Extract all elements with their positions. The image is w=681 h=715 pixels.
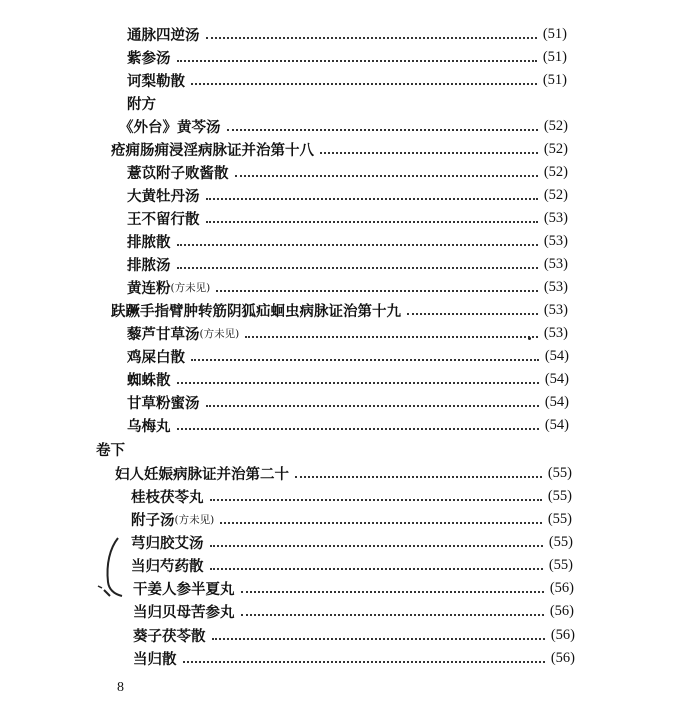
toc-entry-title: 黄连粉 (127, 279, 171, 297)
toc-entry-title: 趺蹶手指臂肿转筋阴狐疝蛔虫病脉证治第十九 (111, 302, 401, 320)
toc-entry-title: 通脉四逆汤 (127, 26, 200, 44)
toc-entry-title: 当归贝母苦参丸 (133, 603, 235, 621)
toc-entry-page: (56) (550, 626, 575, 643)
toc-entry-title: 诃梨勒散 (127, 72, 185, 90)
toc-entry (127, 207, 568, 229)
toc-entry-note: (方未见) (170, 281, 211, 294)
toc-entry (131, 508, 572, 530)
leader-dots (177, 382, 539, 384)
toc-entry (127, 414, 569, 436)
leader-dots (191, 359, 539, 361)
toc-entry-note: (方未见) (199, 327, 240, 340)
toc-entry (131, 531, 573, 553)
toc-entry (127, 23, 567, 45)
toc-entry (133, 624, 575, 646)
toc-entry (131, 554, 573, 576)
toc-subheading (127, 92, 247, 114)
leader-dots (177, 60, 537, 62)
toc-entry (127, 345, 569, 367)
toc-entry-page: (55) (547, 487, 572, 504)
leader-dots (245, 336, 538, 338)
leader-dots (206, 405, 539, 407)
toc-entry-title: 芎归胶艾汤 (131, 534, 204, 552)
toc-entry-page: (55) (548, 533, 573, 550)
leader-dots (206, 37, 537, 39)
leader-dots (210, 568, 543, 570)
toc-entry (133, 577, 574, 599)
toc-entry (127, 368, 569, 390)
toc-entry-page: (53) (543, 301, 568, 318)
leader-dots (320, 152, 538, 154)
toc-entry-title: 葵子茯苓散 (133, 627, 206, 645)
toc-entry-page: (55) (548, 556, 573, 573)
leader-dots (220, 522, 542, 524)
toc-entry-page: (55) (547, 510, 572, 527)
leader-dots (295, 476, 542, 478)
leader-dots (206, 198, 538, 200)
toc-entry-page: (52) (543, 186, 568, 203)
toc-entry (127, 69, 567, 91)
toc-entry (127, 391, 569, 413)
toc-chapter (115, 462, 572, 484)
toc-entry-title: 蜘蛛散 (127, 371, 171, 389)
toc-entry (127, 276, 568, 298)
leader-dots (177, 244, 538, 246)
toc-entry-title: 排脓汤 (127, 256, 171, 274)
toc-entry (119, 115, 568, 137)
toc-entry-title: 紫参汤 (127, 49, 171, 67)
toc-entry-title: 妇人妊娠病脉证并治第二十 (115, 465, 289, 483)
leader-dots (212, 638, 545, 640)
toc-entry (127, 253, 568, 275)
toc-entry-page: (56) (550, 649, 575, 666)
toc-entry-page: (56) (549, 602, 574, 619)
leader-dots (241, 591, 544, 593)
toc-entry-title: 排脓散 (127, 233, 171, 251)
leader-dots (407, 313, 538, 315)
toc-entry-page: (54) (544, 347, 569, 364)
toc-entry-title: 乌梅丸 (127, 417, 171, 435)
toc-entry-page: (53) (543, 232, 568, 249)
toc-entry-page: (53) (543, 209, 568, 226)
leader-dots (177, 428, 539, 430)
toc-entry-title: 疮痈肠痈浸淫病脉证并治第十八 (111, 141, 314, 159)
toc-entry-page: (53) (543, 278, 568, 295)
handwritten-bracket-mark (96, 534, 132, 604)
toc-entry-title: 附子汤 (131, 511, 175, 529)
toc-entry-title: 鸡屎白散 (127, 348, 185, 366)
toc-entry-page: (51) (542, 25, 567, 42)
volume-heading: 卷下 (96, 442, 125, 459)
toc-entry-title: 当归散 (133, 650, 177, 668)
toc-entry-note: (方未见) (174, 513, 215, 526)
toc-entry-page: (55) (547, 464, 572, 481)
leader-dots (241, 614, 544, 616)
toc-entry-title: 干姜人参半夏丸 (133, 580, 235, 598)
toc-entry-title: 附方 (127, 95, 156, 113)
toc-entry-page: (56) (549, 579, 574, 596)
toc-entry (127, 184, 568, 206)
leader-dots (210, 545, 543, 547)
toc-entry-page: (52) (543, 163, 568, 180)
toc-entry (127, 161, 568, 183)
toc-entry (127, 322, 568, 344)
toc-chapter (111, 299, 568, 321)
toc-entry-title: 桂枝茯苓丸 (131, 488, 204, 506)
leader-dots (216, 290, 538, 292)
toc-entry (133, 647, 575, 669)
toc-entry-page: (52) (543, 140, 568, 157)
leader-dots (191, 83, 537, 85)
toc-entry (127, 230, 568, 252)
page-number: 8 (117, 680, 124, 695)
leader-dots (206, 221, 538, 223)
toc-entry-page: (54) (544, 416, 569, 433)
toc-entry-title: 当归芍药散 (131, 557, 204, 575)
toc-entry-page: (53) (543, 324, 568, 341)
toc-entry-page: (53) (543, 255, 568, 272)
toc-chapter (111, 138, 568, 160)
toc-entry (131, 485, 572, 507)
toc-entry-title: 大黄牡丹汤 (127, 187, 200, 205)
toc-entry-page: (51) (542, 71, 567, 88)
toc-entry (127, 46, 567, 68)
toc-entry-page: (52) (543, 117, 568, 134)
leader-dots (177, 267, 538, 269)
toc-entry-title: 王不留行散 (127, 210, 200, 228)
toc-entry-title: 藜芦甘草汤 (127, 325, 200, 343)
leader-dots (210, 499, 542, 501)
toc-entry-page: (51) (542, 48, 567, 65)
leader-dots (227, 129, 538, 131)
toc-entry-title: 《外台》黄芩汤 (119, 118, 221, 136)
toc-entry-page: (54) (544, 393, 569, 410)
toc-entry-title: 薏苡附子败酱散 (127, 164, 229, 182)
toc-entry (133, 600, 574, 622)
leader-dots (235, 175, 538, 177)
ink-speck (528, 337, 531, 340)
toc-entry-title: 甘草粉蜜汤 (127, 394, 200, 412)
leader-dots (183, 661, 545, 663)
toc-entry-page: (54) (544, 370, 569, 387)
